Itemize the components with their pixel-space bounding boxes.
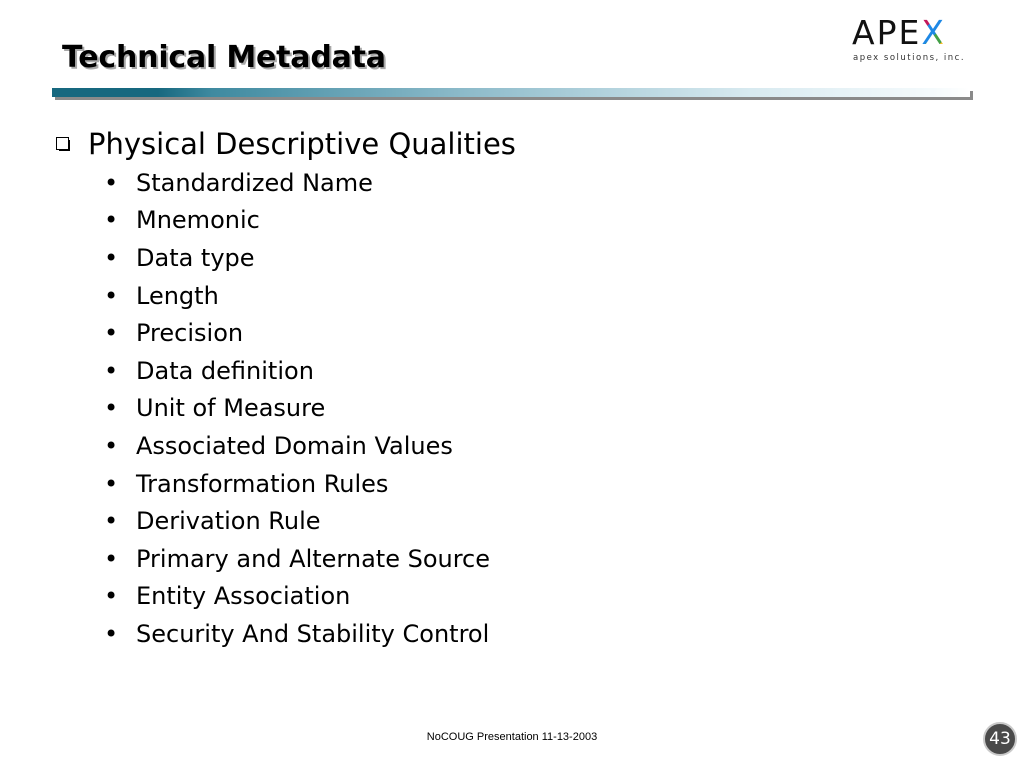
slide-footer: NoCOUG Presentation 11-13-2003 xyxy=(426,731,598,743)
list-item-text: Data type xyxy=(136,243,255,272)
bullet-icon: • xyxy=(104,168,119,197)
bullet-icon: • xyxy=(104,582,119,611)
bullet-icon: • xyxy=(104,394,119,423)
list-item xyxy=(104,202,490,240)
slide-title: Technical Metadata xyxy=(62,40,386,75)
list-item xyxy=(104,427,490,465)
list-item-text: Unit of Measure xyxy=(136,394,326,423)
list-item xyxy=(104,164,490,202)
list-item xyxy=(104,277,490,315)
list-item-text: Data definition xyxy=(136,356,314,385)
list-item xyxy=(104,578,490,616)
square-bullet-icon xyxy=(56,136,72,152)
logo-wordmark xyxy=(852,13,946,53)
list-item-text: Associated Domain Values xyxy=(136,431,453,460)
bullet-icon: • xyxy=(104,243,119,272)
bullet-icon: • xyxy=(104,206,119,235)
list-item xyxy=(104,239,490,277)
bullet-icon: • xyxy=(104,619,119,648)
list-item-text: Primary and Alternate Source xyxy=(136,544,491,573)
list-item xyxy=(104,352,490,390)
bullet-icon: • xyxy=(104,356,119,385)
title-underline-bar xyxy=(52,88,970,97)
list-item xyxy=(104,390,490,428)
bullet-icon: • xyxy=(104,544,119,573)
list-item xyxy=(104,615,490,653)
apex-logo xyxy=(852,13,966,65)
list-item-text: Precision xyxy=(136,319,244,348)
logo-letter-e: E xyxy=(898,13,922,52)
logo-letter-a: A xyxy=(852,13,877,52)
bullet-icon: • xyxy=(104,469,119,498)
logo-letter-x: X xyxy=(921,13,946,52)
list-item-text: Derivation Rule xyxy=(136,507,321,536)
list-item xyxy=(104,314,490,352)
list-item-text: Length xyxy=(136,281,219,310)
section-heading xyxy=(56,124,516,164)
list-item xyxy=(104,502,490,540)
list-item-text: Transformation Rules xyxy=(136,469,389,498)
bullet-icon: • xyxy=(104,281,119,310)
logo-letter-p: P xyxy=(876,13,899,52)
list-item-text: Security And Stability Control xyxy=(136,619,490,648)
list-item-text: Mnemonic xyxy=(136,206,260,235)
logo-subtitle: apex solutions, inc. xyxy=(853,53,966,63)
list-item-text: Standardized Name xyxy=(136,168,373,197)
bullet-icon: • xyxy=(104,319,119,348)
section-heading-text: Physical Descriptive Qualities xyxy=(88,127,516,161)
page-number-badge: 43 xyxy=(983,722,1017,756)
bullet-icon: • xyxy=(104,507,119,536)
bullet-icon: • xyxy=(104,431,119,460)
list-item xyxy=(104,540,490,578)
qualities-list xyxy=(104,164,490,653)
list-item xyxy=(104,465,490,503)
list-item-text: Entity Association xyxy=(136,582,351,611)
